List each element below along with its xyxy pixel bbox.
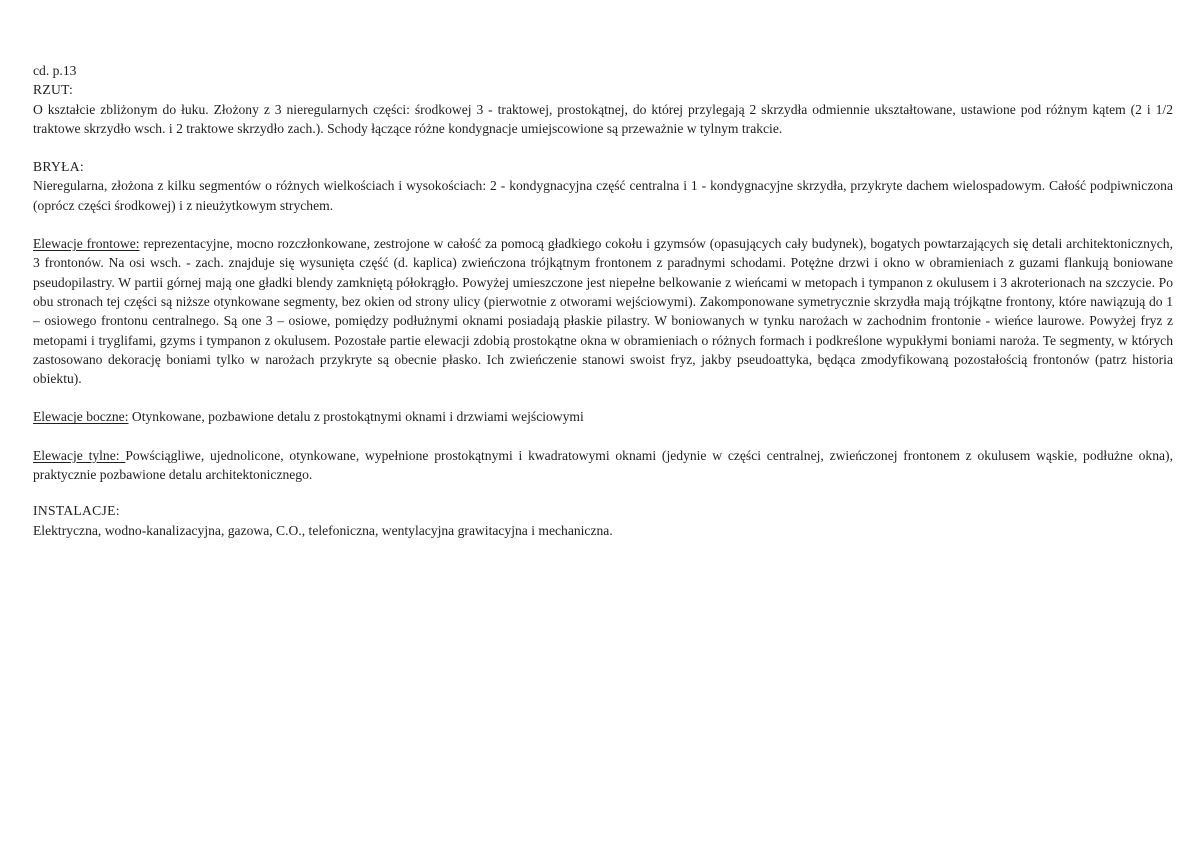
instalacje-heading: INSTALACJE:	[33, 503, 120, 519]
elewacje-tylne-paragraph	[33, 446, 1173, 485]
elewacje-frontowe-label: Elewacje frontowe:	[33, 236, 140, 252]
elewacje-tylne-label: Elewacje tylne:	[33, 447, 126, 463]
elewacje-frontowe-text: reprezentacyjne, mocno rozczłonkowane, zestrojone w całość za pomocą gładkiego cokołu i gzymsów (opasujących cały budynek), bogatych powtarzających się detali architektonicznych, 3 frontonów. Na osi wsch. - zach. znajduje się wysunięta część (d. kaplica) zwieńczona trójkątnym frontonem z paradnymi schodami. Potężne drzwi i okno w obramieniach z guzami flankują boniowane pseudopilastry. W partii górnej mają one gładki blendy zamkniętą półokrągło. Powyżej umieszczone jest niepełne belkowanie z wieńcami w metopach i tympanon z okulusem i 3 akroterionach na szczycie. Po obu stronach tej części są niższe otynkowane segmenty, bez okien od strony ulicy (pierwotnie z otworami wejściowymi). Zakomponowane symetrycznie skrzydła mają trójkątne frontony, które nawiązują do 1 – osiowego frontonu centralnego. Są one 3 – osiowe, pomiędzy podłużnymi oknami posiadają płaskie pilastry. W boniowanych w tynku narożach w zachodnim frontonie - wieńce laurowe. Powyżej fryz z metopami i tryglifami, gzyms i tympanon z okulusem. Pozostałe partie elewacji zdobią prostokątne okna w obramieniach o różnych formach i podkreślone wypukłymi boniami naroża. Te segmenty, w których zastosowano dekorację boniami tylko w narożach przykryte są obecnie płasko. Ich zwieńczenie stanowi swoist fryz, jakby pseudoattyka, będąca zmodyfikowaną pozostałością frontonów (patrz historia obiektu).	[33, 236, 1173, 387]
elewacje-boczne-paragraph	[33, 407, 1173, 426]
spacer	[33, 427, 1173, 446]
elewacje-boczne-label: Elewacje boczne:	[33, 409, 129, 425]
spacer	[33, 138, 1173, 157]
elewacje-tylne-text: Powściągliwe, ujednolicone, otynkowane, wypełnione prostokątnymi i kwadratowymi oknami (jedynie w części centralnej, zwieńczonej frontonem z okulusem wąskie, podłużne okna), praktycznie pozbawione detalu architektonicznego.	[33, 447, 1173, 483]
rzut-paragraph: O kształcie zbliżonym do łuku. Złożony z 3 nieregularnych części: środkowej 3 - traktowej, prostokątnej, do której przylegają 2 skrzydła odmiennie ukształtowane, ustawione pod różnym kątem (2 i 1/2 traktowe skrzydło wsch. i 2 traktowe skrzydło zach.). Schody łączące różne kondygnacje umiejscowione są przeważnie w tylnym trakcie.	[33, 101, 1173, 136]
elewacje-boczne-text: Otynkowane, pozbawione detalu z prostokątnymi oknami i drzwiami wejściowymi	[128, 409, 584, 425]
spacer	[33, 484, 1173, 501]
document-page	[33, 61, 1173, 540]
instalacje-paragraph: Elektryczna, wodno-kanalizacyjna, gazowa, C.O., telefoniczna, wentylacyjna grawitacyjna i mechaniczna.	[33, 522, 613, 538]
spacer	[33, 388, 1173, 407]
page-reference: cd. p.13	[33, 63, 77, 78]
rzut-heading: RZUT:	[33, 82, 74, 98]
elewacje-frontowe-paragraph	[33, 234, 1173, 388]
bryla-heading: BRYŁA:	[33, 159, 84, 175]
bryla-paragraph: Nieregularna, złożona z kilku segmentów o różnych wielkościach i wysokościach: 2 - kondygnacyjna część centralna i 1 - kondygnacyjne skrzydła, przykryte dachem wielospadowym. Całość podpiwniczona (oprócz części środkowej) i z nieużytkowym strychem.	[33, 178, 1173, 213]
spacer	[33, 215, 1173, 234]
